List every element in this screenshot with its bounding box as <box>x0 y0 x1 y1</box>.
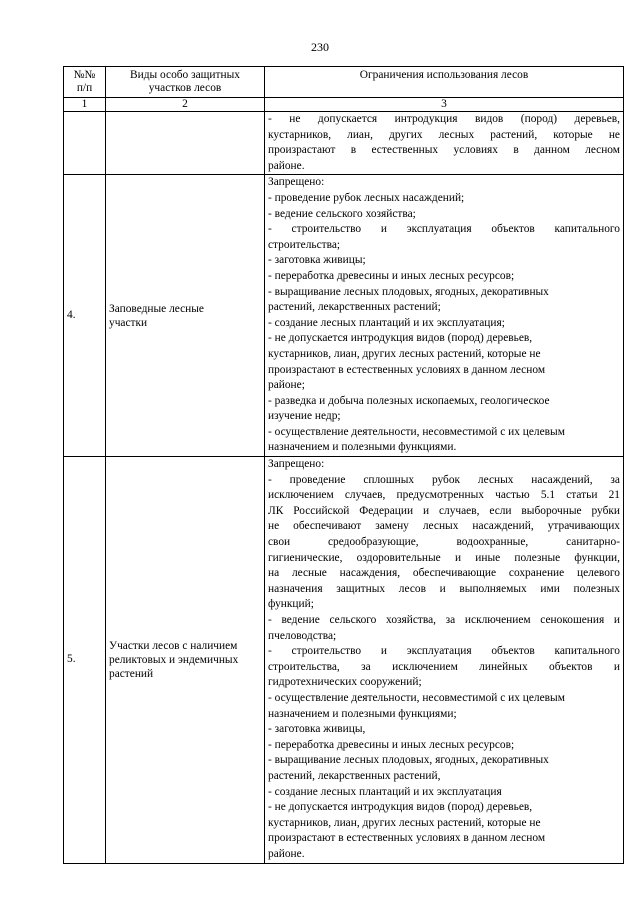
restriction-line: районе. <box>268 159 305 172</box>
restriction-line: строительства, за исключением линейных объектов и <box>268 660 620 673</box>
restriction-line: - переработка древесины и иных лесных ресурсов; <box>268 269 515 282</box>
restriction-line: кустарников, лиан, других лесных растений, которые не <box>268 347 541 360</box>
column-number-2: 2 <box>106 98 265 112</box>
restriction-line: - разведка и добыча полезных ископаемых, геологическое <box>268 394 550 407</box>
table-row <box>64 457 624 863</box>
table-body <box>64 112 624 864</box>
restriction-line: - ведение сельского хозяйства; <box>268 207 416 220</box>
restriction-line: растений, лекарственных растений; <box>268 301 441 314</box>
column-number-3: 3 <box>265 98 624 112</box>
restriction-line: назначением и полезными функциями. <box>268 441 457 454</box>
restriction-line: Запрещено: <box>268 458 325 471</box>
restriction-line: - не допускается интродукция видов (пород) деревьев, <box>268 332 533 345</box>
restriction-line: исключением случаев, предусмотренных частью 5.1 статьи 21 <box>268 489 620 502</box>
forest-area-kind-line: Заповедные лесные <box>109 302 204 315</box>
restriction-line: районе; <box>268 379 305 392</box>
column-numbers-row <box>64 98 624 112</box>
header-kind-line2: участков лесов <box>148 82 222 94</box>
restriction-line: на лесные насаждения, обеспечивающие сохранение целевого <box>268 567 620 580</box>
restriction-line: - создание лесных плантаций и их эксплуатация; <box>268 316 505 329</box>
restriction-line: - не допускается интродукция видов (пород) деревьев, <box>268 801 533 814</box>
restriction-line: растений, лекарственных растений, <box>268 769 441 782</box>
restriction-line: - ведение сельского хозяйства, за исключением сенокошения и <box>268 614 620 626</box>
restrictions-table <box>63 66 624 864</box>
restriction-line: - осуществление деятельности, несовместимой с их целевым <box>268 691 565 704</box>
forest-area-kind-line: участки <box>109 316 148 329</box>
forest-area-kind-cell <box>106 457 265 863</box>
restrictions-cell <box>265 175 624 457</box>
restriction-line: - выращивание лесных плодовых, ягодных, декоративных <box>268 285 549 298</box>
restrictions-cell <box>265 112 624 175</box>
restriction-line: строительства; <box>268 238 341 251</box>
row-number: 4. <box>67 309 76 322</box>
restriction-line: изучение недр; <box>268 410 341 423</box>
restriction-line: произрастают в естественных условиях в данном лесном <box>268 144 620 157</box>
table-row <box>64 175 624 457</box>
restriction-line: кустарников, лиан, других лесных растений, которые не <box>268 128 620 141</box>
table-header-row <box>64 67 624 98</box>
restriction-line: гигиенические, оздоровительные и иные полезные функции, <box>268 551 620 564</box>
restriction-line: - проведение сплошных рубок лесных насаждений, за <box>268 473 620 486</box>
restriction-line: Запрещено: <box>268 176 325 189</box>
restriction-line: районе. <box>268 847 305 860</box>
restriction-line: ЛК Российской Федерации и случаев, если выборочные рубки <box>268 504 620 517</box>
forest-area-kind-line: Участки лесов с наличием <box>109 639 238 652</box>
restriction-line: - строительство и эксплуатация объектов капитального <box>268 223 620 236</box>
restriction-line: гидротехнических сооружений; <box>268 676 422 689</box>
restriction-line: - строительство и эксплуатация объектов капитального <box>268 645 620 658</box>
header-restrictions-cell <box>265 67 624 98</box>
header-kind-line1: Виды особо защитных <box>130 69 240 81</box>
header-kind-cell <box>106 67 265 98</box>
restriction-line: пчеловодства; <box>268 629 337 642</box>
restriction-line: - не допускается интродукция видов (пород) деревьев, <box>268 113 620 125</box>
restriction-line: - заготовка живицы; <box>268 254 366 267</box>
forest-area-kind-cell <box>106 175 265 457</box>
forest-area-kind-cell <box>106 112 265 175</box>
row-number-cell <box>64 175 106 457</box>
restriction-line: функций; <box>268 598 314 611</box>
forest-area-kind-line: реликтовых и эндемичных <box>109 653 239 666</box>
restriction-line: произрастают в естественных условиях в данном лесном <box>268 832 546 845</box>
restriction-line: не обеспечивают замену лесных насаждений, утрачивающих <box>268 520 620 533</box>
table-row <box>64 112 624 175</box>
header-number-cell <box>64 67 106 98</box>
restrictions-cell <box>265 457 624 863</box>
restriction-line: назначения защитных лесов и выполняемых ими полезных <box>268 582 620 595</box>
restriction-line: - заготовка живицы, <box>268 723 366 736</box>
restriction-line: - проведение рубок лесных насаждений; <box>268 191 465 204</box>
restriction-line: - осуществление деятельности, несовместимой с их целевым <box>268 425 565 438</box>
header-number-line2: п/п <box>76 82 93 94</box>
row-number-cell <box>64 112 106 175</box>
restriction-line: свои средообразующие, водоохранные, санитарно- <box>268 536 620 549</box>
restriction-line: - создание лесных плантаций и их эксплуатация <box>268 785 502 798</box>
header-number-line1: №№ <box>73 69 96 81</box>
restriction-line: произрастают в естественных условиях в данном лесном <box>268 363 546 376</box>
header-restrictions-label: Ограничения использования лесов <box>359 69 529 81</box>
column-number-1: 1 <box>64 98 106 112</box>
restriction-line: назначением и полезными функциями; <box>268 707 457 720</box>
restriction-line: - переработка древесины и иных лесных ресурсов; <box>268 738 515 751</box>
row-number-cell <box>64 457 106 863</box>
page-number: 230 <box>311 40 329 54</box>
forest-area-kind-line: растений <box>109 667 154 680</box>
restriction-line: кустарников, лиан, других лесных растений, которые не <box>268 816 541 829</box>
row-number: 5. <box>67 653 76 666</box>
restriction-line: - выращивание лесных плодовых, ягодных, декоративных <box>268 754 549 767</box>
